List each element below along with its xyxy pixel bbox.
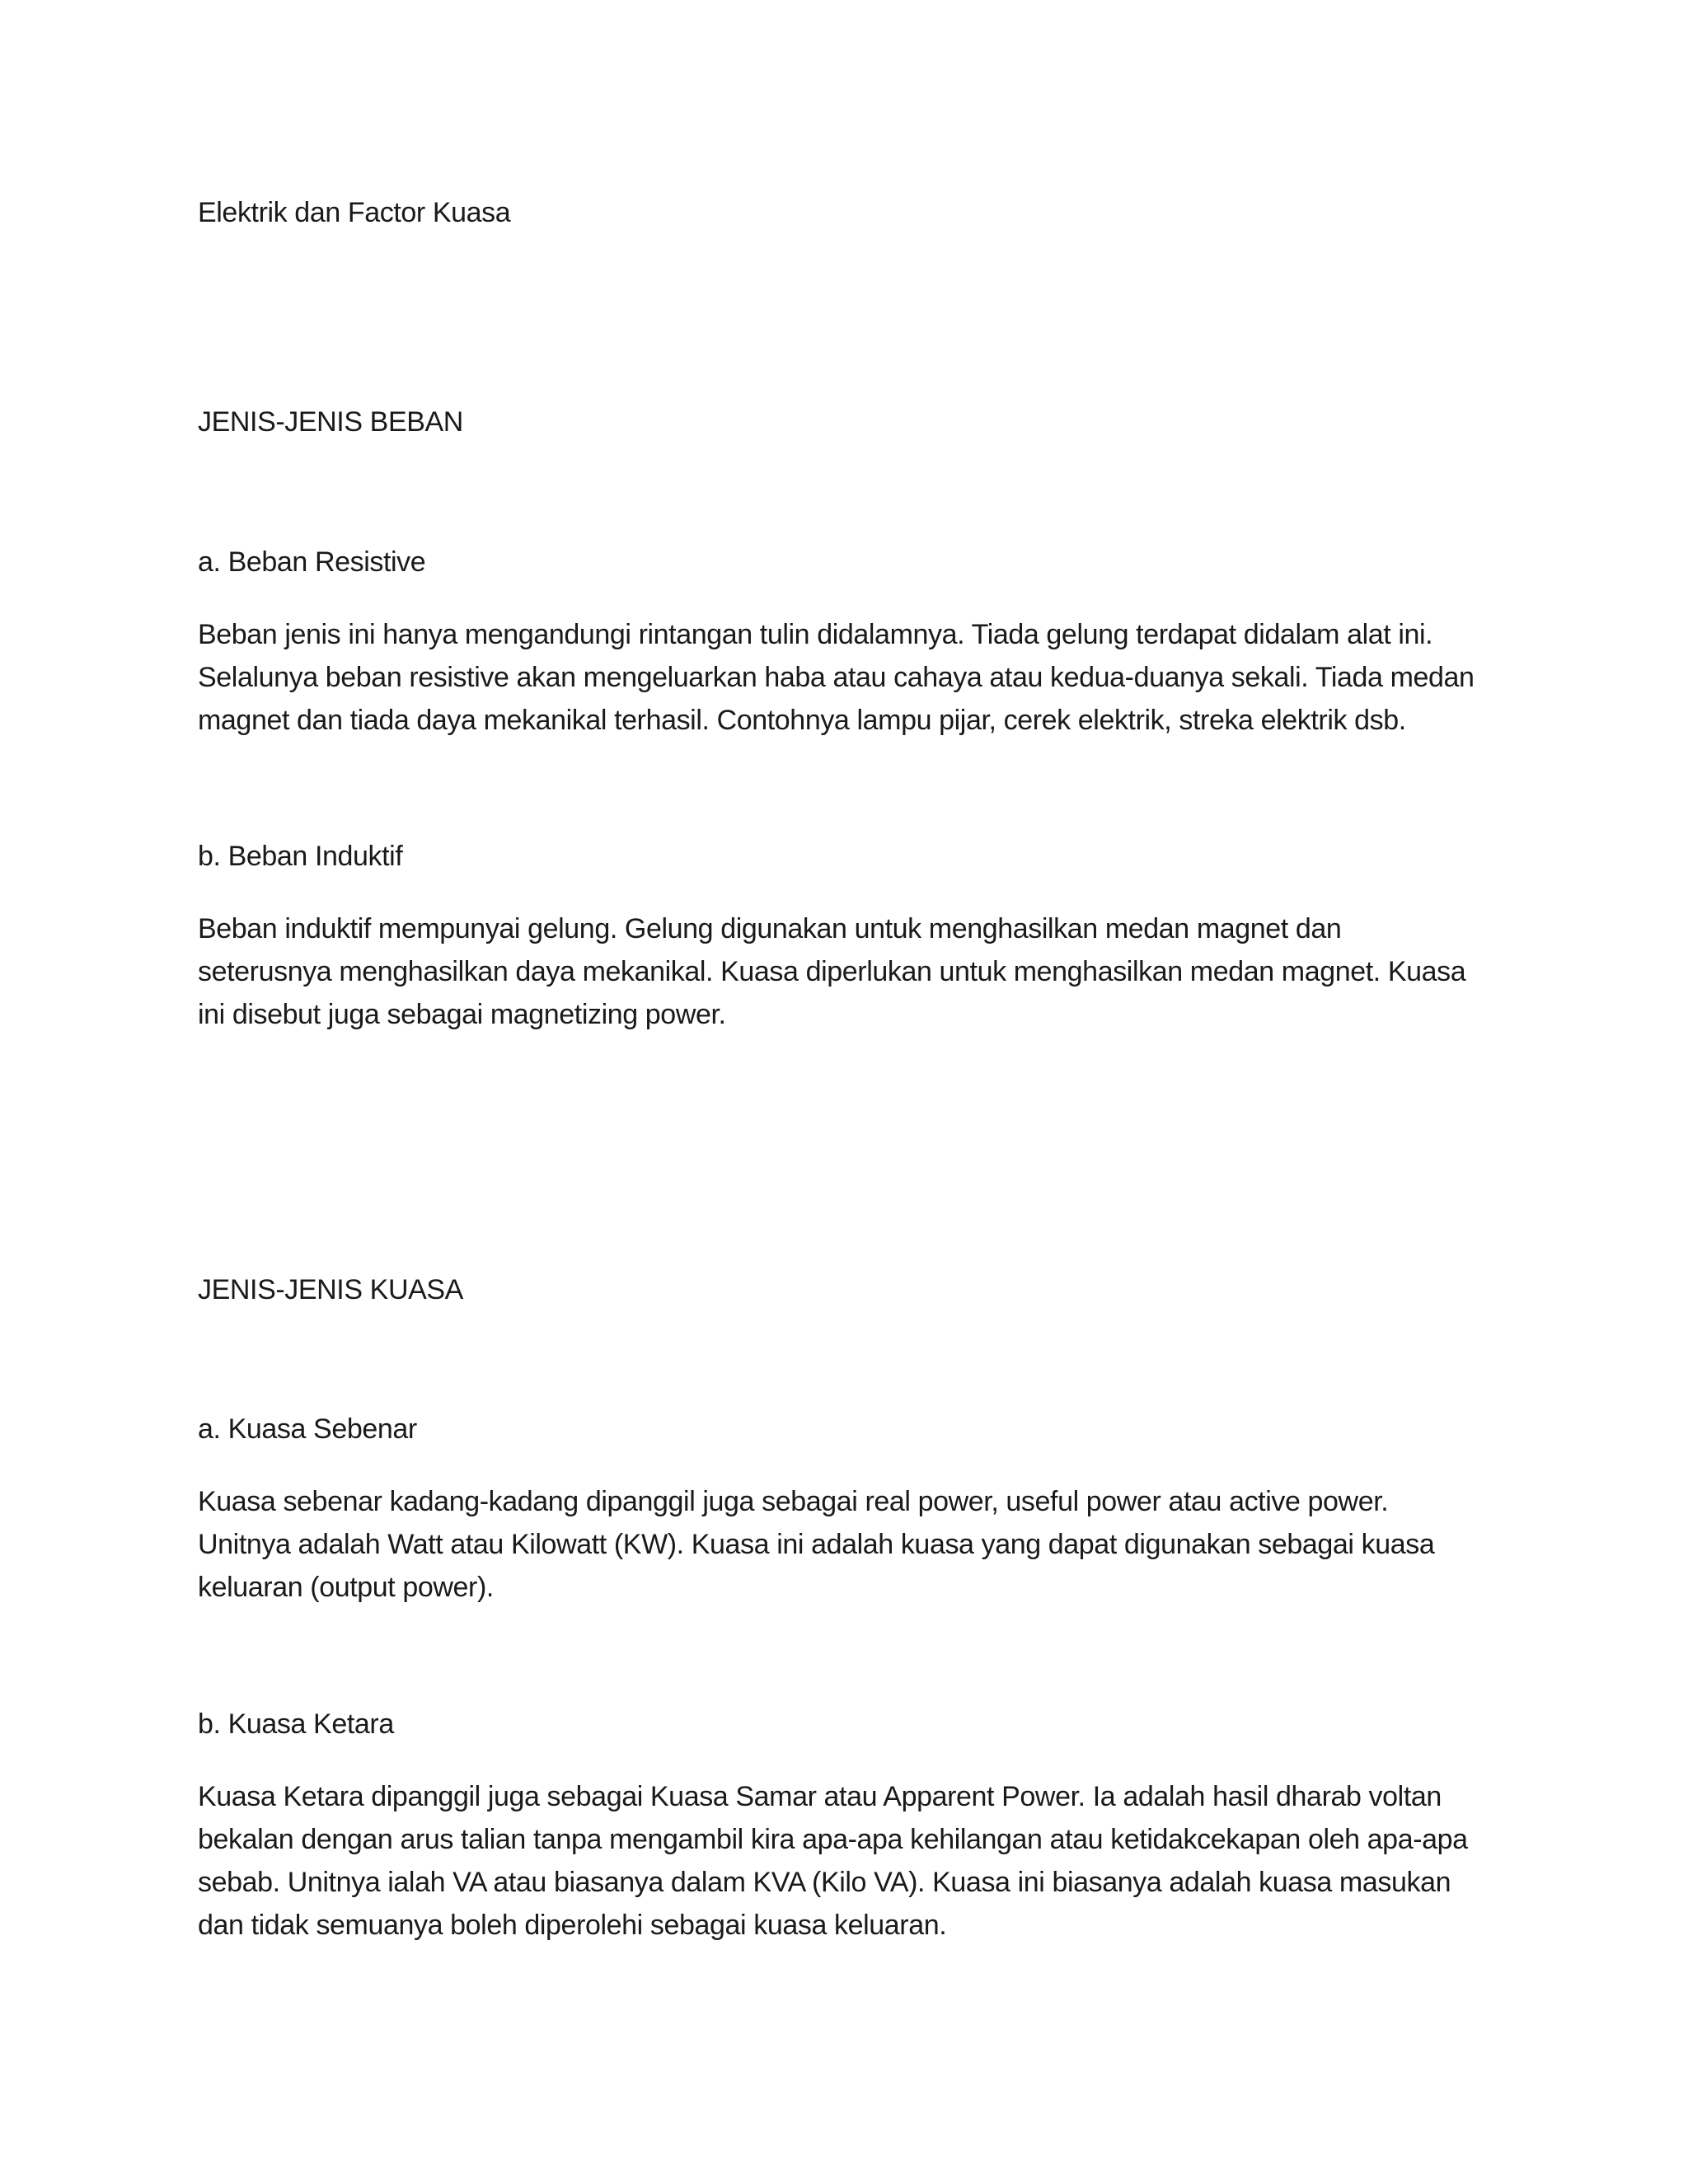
paragraph-line: Beban induktif mempunyai gelung. Gelung digunakan untuk menghasilkan medan magnet dan: [198, 913, 1342, 944]
paragraph-line: Kuasa sebenar kadang-kadang dipanggil juga sebagai real power, useful power atau active power.: [198, 1486, 1389, 1517]
document-title: Elektrik dan Factor Kuasa: [198, 197, 511, 228]
paragraph-line: Beban jenis ini hanya mengandungi rintangan tulin didalamnya. Tiada gelung terdapat didalam alat ini.: [198, 619, 1433, 650]
section-heading-jenis-beban: JENIS-JENIS BEBAN: [198, 406, 463, 438]
subheading-kuasa-sebenar: a. Kuasa Sebenar: [198, 1413, 417, 1445]
paragraph-line: seterusnya menghasilkan daya mekanikal. Kuasa diperlukan untuk menghasilkan medan magnet. Kuasa: [198, 956, 1466, 987]
paragraph-line: magnet dan tiada daya mekanikal terhasil. Contohnya lampu pijar, cerek elektrik, streka elektrik dsb.: [198, 705, 1406, 736]
paragraph-line: sebab. Unitnya ialah VA atau biasanya dalam KVA (Kilo VA). Kuasa ini biasanya adalah kuasa masukan: [198, 1867, 1451, 1898]
paragraph-beban-resistive: [198, 613, 1500, 742]
paragraph-line: ini disebut juga sebagai magnetizing power.: [198, 999, 726, 1030]
subheading-beban-resistive: a. Beban Resistive: [198, 546, 426, 578]
section-heading-jenis-kuasa: JENIS-JENIS KUASA: [198, 1274, 463, 1305]
subheading-kuasa-ketara: b. Kuasa Ketara: [198, 1708, 394, 1740]
paragraph-kuasa-sebenar: [198, 1480, 1500, 1609]
paragraph-beban-induktif: [198, 907, 1500, 1036]
paragraph-line: Selalunya beban resistive akan mengeluarkan haba atau cahaya atau kedua-duanya sekali. Tiada medan: [198, 662, 1475, 693]
paragraph-line: Kuasa Ketara dipanggil juga sebagai Kuasa Samar atau Apparent Power. Ia adalah hasil dharab voltan: [198, 1781, 1442, 1812]
paragraph-line: keluaran (output power).: [198, 1572, 494, 1603]
subheading-beban-induktif: b. Beban Induktif: [198, 841, 403, 872]
paragraph-line: Unitnya adalah Watt atau Kilowatt (KW). Kuasa ini adalah kuasa yang dapat digunakan sebagai kuasa: [198, 1529, 1435, 1560]
paragraph-line: bekalan dengan arus talian tanpa mengambil kira apa-apa kehilangan atau ketidakcekapan oleh apa-apa: [198, 1824, 1468, 1855]
paragraph-kuasa-ketara: [198, 1775, 1500, 1947]
paragraph-line: dan tidak semuanya boleh diperolehi sebagai kuasa keluaran.: [198, 1910, 947, 1941]
